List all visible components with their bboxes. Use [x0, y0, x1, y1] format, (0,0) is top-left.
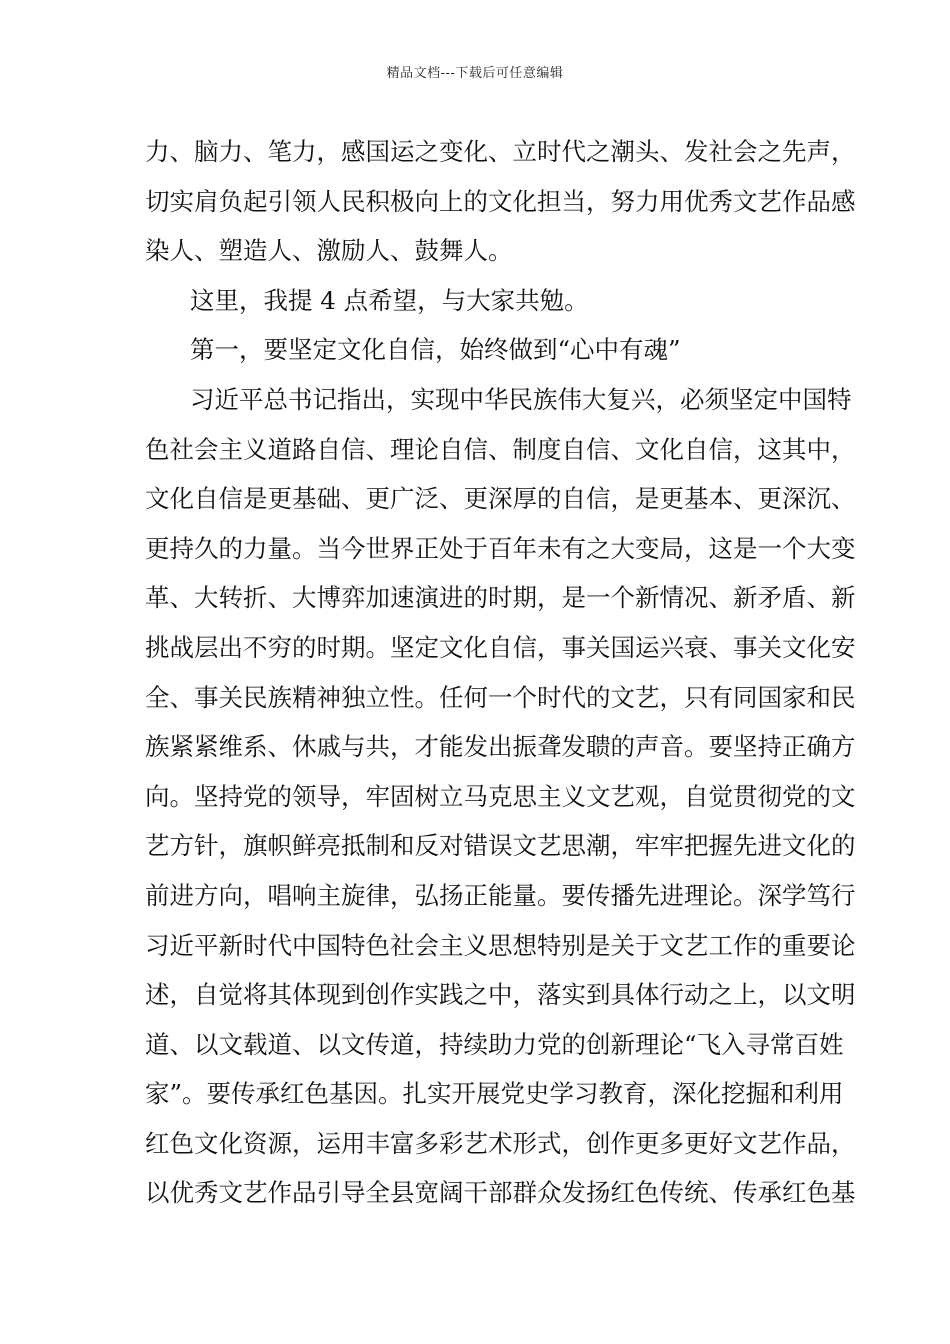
text-line: 族紧紧维系、休戚与共，才能发出振聋发聩的声音。要坚持正确方 — [145, 732, 856, 762]
text-line: 这里，我提 4 点希望，与大家共勉。 — [190, 285, 589, 315]
text-line: 向。坚持党的领导，牢固树立马克思主义文艺观，自觉贯彻党的文 — [145, 781, 856, 811]
text-line: 染人、塑造人、激励人、鼓舞人。 — [145, 236, 513, 266]
page-header: 精品文档---下载后可任意编辑 — [386, 66, 564, 81]
text-line: 红色文化资源，运用丰富多彩艺术形式，创作更多更好文艺作品， — [145, 1128, 856, 1158]
text-line: 以优秀文艺作品引导全县宽阔干部群众发扬红色传统、传承红色基 — [145, 1178, 856, 1208]
text-line: 家”。要传承红色基因。扎实开展党史学习教育，深化挖掘和利用 — [145, 1079, 844, 1109]
text-line: 习近平新时代中国特色社会主义思想特别是关于文艺工作的重要论 — [145, 930, 856, 960]
body-text — [145, 127, 856, 1218]
text-line: 述，自觉将其体现到创作实践之中，落实到具体行动之上，以文明 — [145, 980, 856, 1010]
text-line: 全、事关民族精神独立性。任何一个时代的文艺，只有同国家和民 — [145, 682, 856, 712]
text-line: 前进方向，唱响主旋律，弘扬正能量。要传播先进理论。深学笃行 — [145, 880, 856, 910]
text-line: 切实肩负起引领人民积极向上的文化担当，努力用优秀文艺作品感 — [145, 186, 856, 216]
text-line: 习近平总书记指出，实现中华民族伟大复兴，必须坚定中国特 — [190, 384, 852, 414]
text-line: 挑战层出不穷的时期。坚定文化自信，事关国运兴衰、事关文化安 — [145, 632, 856, 662]
text-line: 革、大转折、大博弈加速演进的时期，是一个新情况、新矛盾、新 — [145, 583, 856, 613]
text-line: 力、脑力、笔力，感国运之变化、立时代之潮头、发社会之先声， — [145, 137, 856, 166]
text-line: 更持久的力量。当今世界正处于百年未有之大变局，这是一个大变 — [145, 533, 856, 563]
text-line: 第一，要坚定文化自信，始终做到“心中有魂” — [190, 335, 681, 365]
text-line: 艺方针，旗帜鲜亮抵制和反对错误文艺思潮，牢牢把握先进文化的 — [145, 831, 856, 861]
text-line: 色社会主义道路自信、理论自信、制度自信、文化自信，这其中， — [145, 434, 856, 464]
text-line: 道、以文载道、以文传道，持续助力党的创新理论“飞入寻常百姓 — [145, 1029, 844, 1059]
text-line: 文化自信是更基础、更广泛、更深厚的自信，是更基本、更深沉、 — [145, 484, 856, 514]
